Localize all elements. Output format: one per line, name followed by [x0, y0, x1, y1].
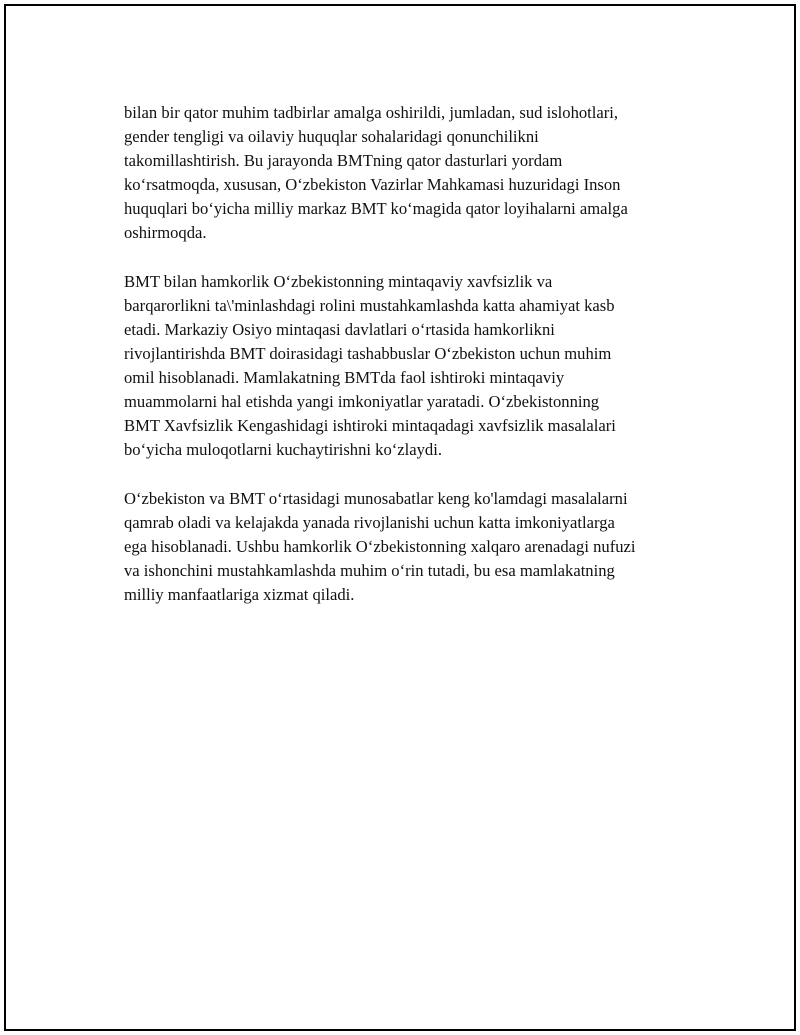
text-line: BMT Xavfsizlik Kengashidagi ishtiroki mintaqadagi xavfsizlik masalalari [124, 416, 616, 436]
text-line: rivojlantirishda BMT doirasidagi tashabbuslar O‘zbekiston uchun muhim [124, 343, 612, 363]
text-line: barqarorlikni ta\'minlashdagi rolini mustahkamlashda katta ahamiyat kasb [124, 295, 615, 315]
text-line: qamrab oladi va kelajakda yanada rivojlanishi uchun katta imkoniyatlarga [124, 512, 615, 532]
paragraph-3 [124, 487, 704, 607]
page-border [4, 4, 796, 1031]
text-line: ega hisoblanadi. Ushbu hamkorlik O‘zbekistonning xalqaro arenadagi nufuzi [124, 536, 636, 556]
paragraph-1 [124, 101, 704, 246]
text-line: BMT bilan hamkorlik O‘zbekistonning mintaqaviy xavfsizlik va [124, 271, 553, 291]
paragraph-2 [124, 270, 704, 463]
text-line: O‘zbekiston va BMT o‘rtasidagi munosabatlar keng ko'lamdagi masalalarni [124, 488, 628, 508]
text-line: bo‘yicha muloqotlarni kuchaytirishni ko‘zlaydi. [124, 440, 442, 460]
text-line: omil hisoblanadi. Mamlakatning BMTda faol ishtiroki mintaqaviy [124, 368, 565, 388]
text-line: milliy manfaatlariga xizmat qiladi. [124, 584, 355, 604]
text-line: bilan bir qator muhim tadbirlar amalga oshirildi, jumladan, sud islohotlari, [124, 103, 619, 122]
document-body [124, 101, 704, 631]
text-line: gender tengligi va oilaviy huquqlar sohalaridagi qonunchilikni [124, 127, 539, 147]
text-line: va ishonchini mustahkamlashda muhim o‘rin tutadi, bu esa mamlakatning [124, 560, 615, 580]
text-line: takomillashtirish. Bu jarayonda BMTning qator dasturlari yordam [124, 151, 563, 171]
text-line: huquqlari bo‘yicha milliy markaz BMT ko‘magida qator loyihalarni amalga [124, 199, 628, 219]
text-line: ko‘rsatmoqda, xususan, O‘zbekiston Vazirlar Mahkamasi huzuridagi Inson [124, 175, 621, 195]
text-line: etadi. Markaziy Osiyo mintaqasi davlatlari o‘rtasida hamkorlikni [124, 319, 555, 339]
text-line: muammolarni hal etishda yangi imkoniyatlar yaratadi. O‘zbekistonning [124, 392, 600, 412]
text-line: oshirmoqda. [124, 223, 207, 243]
